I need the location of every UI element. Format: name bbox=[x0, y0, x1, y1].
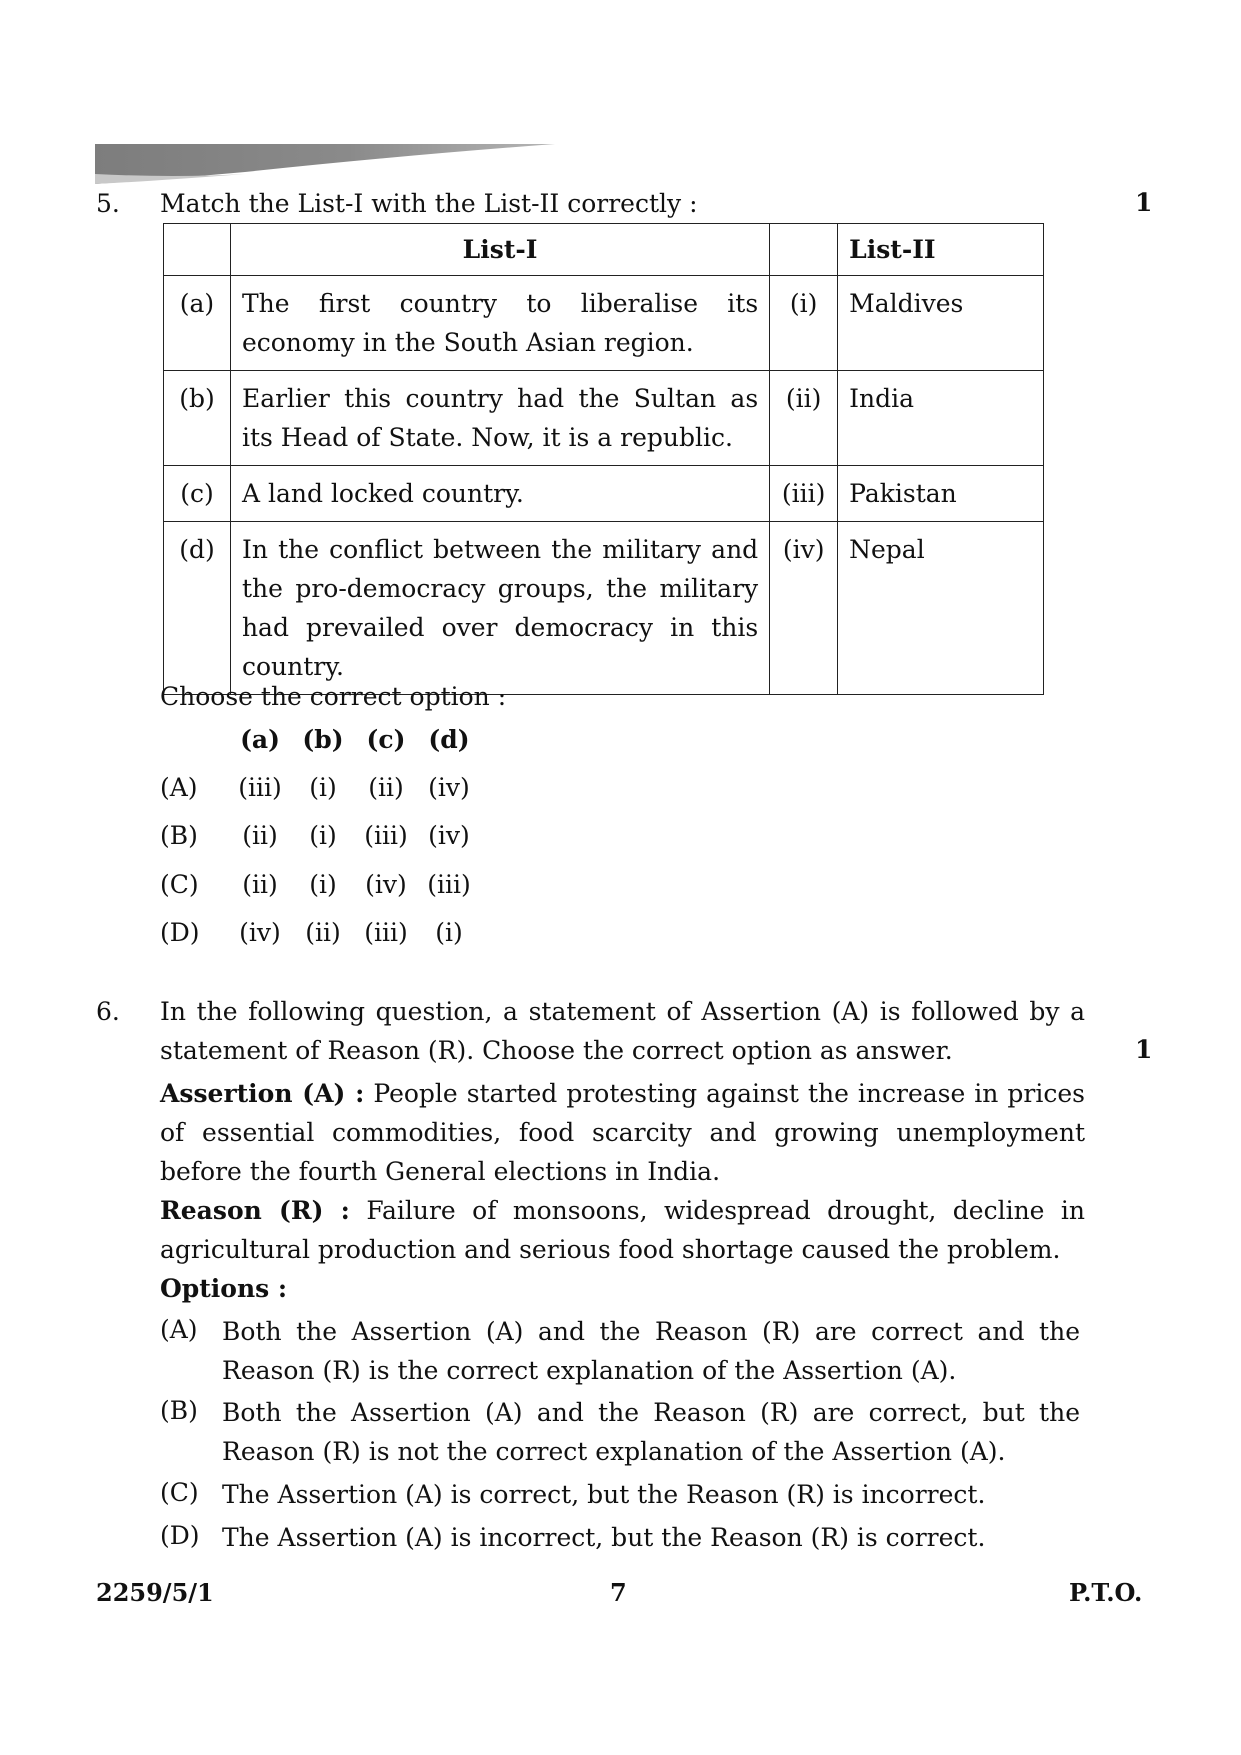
option-value: (iii) bbox=[427, 870, 471, 899]
row-numeral: (iv) bbox=[770, 522, 838, 695]
question-5-text: Match the List-I with the List-II correctly : bbox=[160, 189, 698, 218]
row-country: Maldives bbox=[838, 276, 1044, 371]
option-value: (i) bbox=[309, 821, 337, 850]
table-row bbox=[164, 522, 1044, 695]
footer-page-number: 7 bbox=[610, 1578, 627, 1607]
option-text: The Assertion (A) is incorrect, but the Reason (R) is correct. bbox=[222, 1523, 986, 1552]
header-list1: List-I bbox=[230, 224, 769, 276]
assertion-block bbox=[160, 1074, 1085, 1191]
question-6-marks: 1 bbox=[1135, 1035, 1153, 1064]
option-label: (D) bbox=[160, 918, 200, 947]
row-label: (b) bbox=[164, 371, 231, 466]
row-country: Nepal bbox=[838, 522, 1044, 695]
footer-code: 2259/5/1 bbox=[96, 1578, 214, 1607]
match-table-header bbox=[164, 224, 1044, 276]
option-value: (ii) bbox=[242, 821, 278, 850]
row-label: (d) bbox=[164, 522, 231, 695]
option-text: Both the Assertion (A) and the Reason (R) are correct and the Reason (R) is the correct explanation of the Assertion (A). bbox=[222, 1317, 1080, 1385]
row-label: (c) bbox=[164, 466, 231, 522]
option-value: (iv) bbox=[428, 773, 470, 802]
option-label: (C) bbox=[160, 870, 199, 899]
row-numeral: (iii) bbox=[770, 466, 838, 522]
question-6-text-line1: In the following question, a statement of Assertion (A) is followed by a bbox=[160, 997, 1085, 1026]
choose-correct-option: Choose the correct option : bbox=[160, 682, 507, 711]
question-6-text-line2: statement of Reason (R). Choose the correct option as answer. bbox=[160, 1036, 953, 1065]
option-value: (iv) bbox=[428, 821, 470, 850]
option-label: (B) bbox=[160, 821, 198, 850]
row-numeral: (i) bbox=[770, 276, 838, 371]
option-label: (A) bbox=[160, 773, 198, 802]
reason-text: Failure of monsoons, widespread drought, decline in agricultural production and serious food shortage caused the problem. bbox=[160, 1196, 1085, 1264]
option-label: (A) bbox=[160, 1315, 198, 1344]
match-table bbox=[163, 223, 1044, 695]
option-value: (iii) bbox=[238, 773, 282, 802]
option-header: (b) bbox=[302, 725, 344, 754]
option-value: (iii) bbox=[364, 821, 408, 850]
option-value: (iv) bbox=[239, 918, 281, 947]
option-label: (D) bbox=[160, 1521, 200, 1550]
option-value: (iii) bbox=[364, 918, 408, 947]
table-row bbox=[164, 276, 1044, 371]
assertion-text: People started protesting against the increase in prices of essential commodities, food scarcity and growing unemployment before the fourth General elections in India. bbox=[160, 1079, 1085, 1186]
reason-block bbox=[160, 1191, 1085, 1269]
option-header: (c) bbox=[366, 725, 406, 754]
row-label: (a) bbox=[164, 276, 231, 371]
row-country: India bbox=[838, 371, 1044, 466]
table-row bbox=[164, 466, 1044, 522]
option-value: (ii) bbox=[368, 773, 404, 802]
option-text: The Assertion (A) is correct, but the Reason (R) is incorrect. bbox=[222, 1480, 986, 1509]
question-6-number: 6. bbox=[96, 997, 120, 1026]
row-numeral: (ii) bbox=[770, 371, 838, 466]
header-blank bbox=[770, 224, 838, 276]
row-description: Earlier this country had the Sultan as its Head of State. Now, it is a republic. bbox=[230, 371, 769, 466]
option-value: (i) bbox=[435, 918, 463, 947]
option-label: (C) bbox=[160, 1478, 199, 1507]
header-list2: List-II bbox=[838, 224, 1044, 276]
option-value: (iv) bbox=[365, 870, 407, 899]
option-value: (i) bbox=[309, 870, 337, 899]
row-description: A land locked country. bbox=[230, 466, 769, 522]
header-decoration-bar bbox=[95, 144, 555, 184]
question-5-marks: 1 bbox=[1135, 188, 1153, 217]
row-country: Pakistan bbox=[838, 466, 1044, 522]
header-blank bbox=[164, 224, 231, 276]
option-value: (ii) bbox=[242, 870, 278, 899]
table-row bbox=[164, 371, 1044, 466]
option-value: (ii) bbox=[305, 918, 341, 947]
row-description: In the conflict between the military and the pro-democracy groups, the military had prevailed over democracy in this country. bbox=[230, 522, 769, 695]
footer-pto: P.T.O. bbox=[1069, 1578, 1143, 1607]
option-header: (d) bbox=[428, 725, 470, 754]
option-label: (B) bbox=[160, 1396, 198, 1425]
reason-label: Reason (R) : bbox=[160, 1196, 350, 1225]
option-text: Both the Assertion (A) and the Reason (R) are correct, but the Reason (R) is not the correct explanation of the Assertion (A). bbox=[222, 1398, 1080, 1466]
option-header: (a) bbox=[240, 725, 280, 754]
option-value: (i) bbox=[309, 773, 337, 802]
question-5-number: 5. bbox=[96, 189, 120, 218]
options-label: Options : bbox=[160, 1274, 288, 1303]
assertion-label: Assertion (A) : bbox=[160, 1079, 365, 1108]
row-description: The first country to liberalise its economy in the South Asian region. bbox=[230, 276, 769, 371]
